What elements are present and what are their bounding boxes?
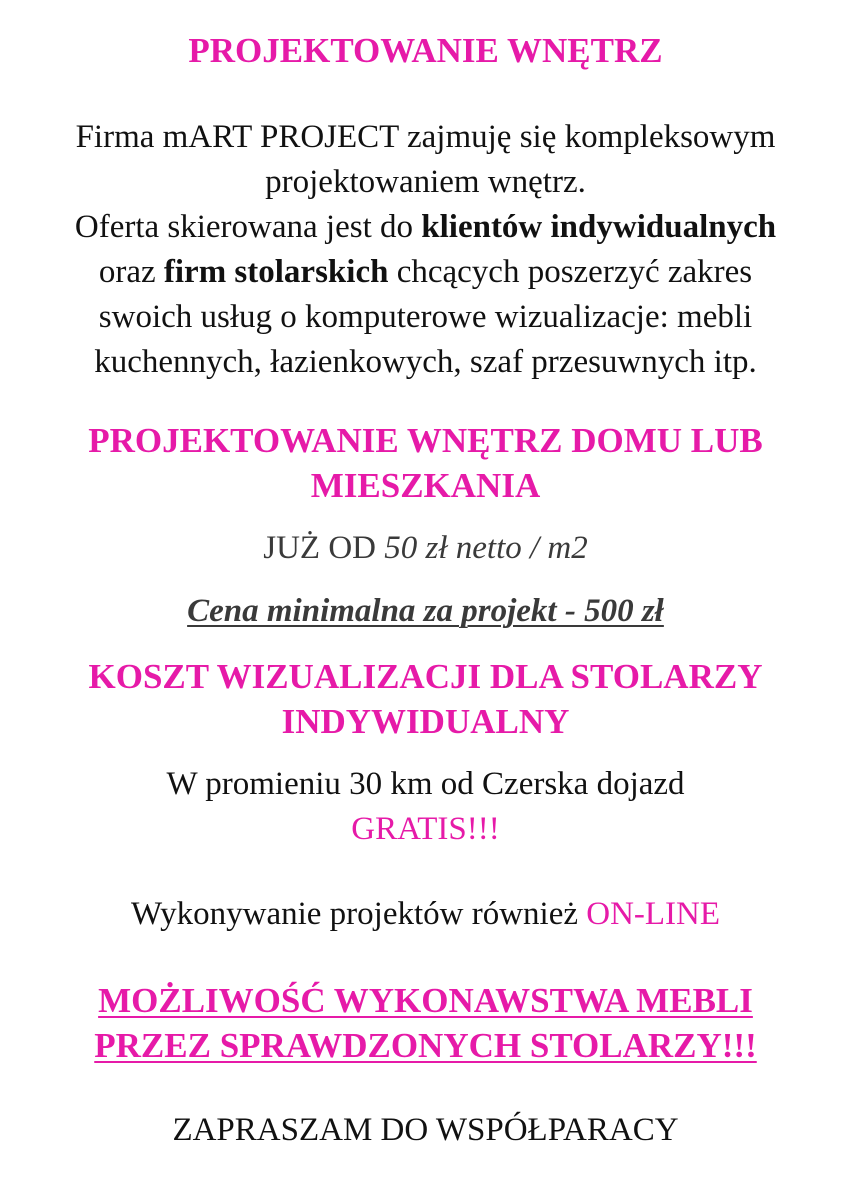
travel-info-line-1: W promieniu 30 km od Czerska dojazd	[166, 766, 685, 802]
minimum-price-text: Cena minimalna za projekt - 500 zł	[187, 593, 664, 629]
carpenters-heading	[0, 654, 851, 744]
closing-text: ZAPRASZAM DO WSPÓŁPARACY	[172, 1112, 679, 1148]
intro-line-4	[0, 250, 851, 295]
intro-paragraph	[0, 115, 851, 385]
intro-line-4-post: chcących poszerzyć zakres	[388, 254, 753, 290]
online-highlight: ON-LINE	[586, 896, 721, 932]
intro-line-5: swoich usług o komputerowe wizualizacje: mebli	[98, 299, 753, 335]
carpenters-heading-line-1: KOSZT WIZUALIZACJI DLA STOLARZY	[88, 657, 763, 696]
intro-line-2: projektowaniem wnętrz.	[265, 164, 586, 200]
home-design-heading	[0, 418, 851, 508]
intro-line-3	[0, 205, 851, 250]
travel-info	[0, 762, 851, 852]
intro-line-3-text: Oferta skierowana jest do	[74, 209, 422, 245]
furniture-line-1: MOŻLIWOŚĆ WYKONAWSTWA MEBLI	[98, 981, 753, 1020]
home-design-heading-line-1: PROJEKTOWANIE WNĘTRZ DOMU LUB	[88, 421, 763, 460]
page-title-text: PROJEKTOWANIE WNĘTRZ	[188, 31, 663, 70]
home-design-heading-line-2: MIESZKANIA	[310, 466, 541, 505]
page-title	[0, 28, 851, 73]
price-from-label: JUŻ OD	[263, 530, 385, 566]
furniture-making-notice	[0, 978, 851, 1068]
online-info-text: Wykonywanie projektów również	[130, 896, 587, 932]
intro-line-6: kuchennych, łazienkowych, szaf przesuwnych itp.	[94, 344, 757, 380]
online-info	[0, 892, 851, 937]
intro-individual-clients: klientów indywidualnych	[421, 209, 777, 245]
intro-line-4-pre: oraz	[98, 254, 164, 290]
minimum-price	[0, 589, 851, 634]
closing-invitation	[0, 1108, 851, 1153]
furniture-line-2: PRZEZ SPRAWDZONYCH STOLARZY!!!	[94, 1026, 757, 1065]
carpenters-heading-line-2: INDYWIDUALNY	[281, 702, 570, 741]
price-from-value: 50 zł netto / m2	[384, 530, 588, 566]
travel-free-label: GRATIS!!!	[351, 811, 500, 847]
intro-line-1: Firma mART PROJECT zajmuję się kompleksowym	[75, 119, 776, 155]
price-from	[0, 526, 851, 571]
intro-carpentry-firms: firm stolarskich	[163, 254, 389, 290]
